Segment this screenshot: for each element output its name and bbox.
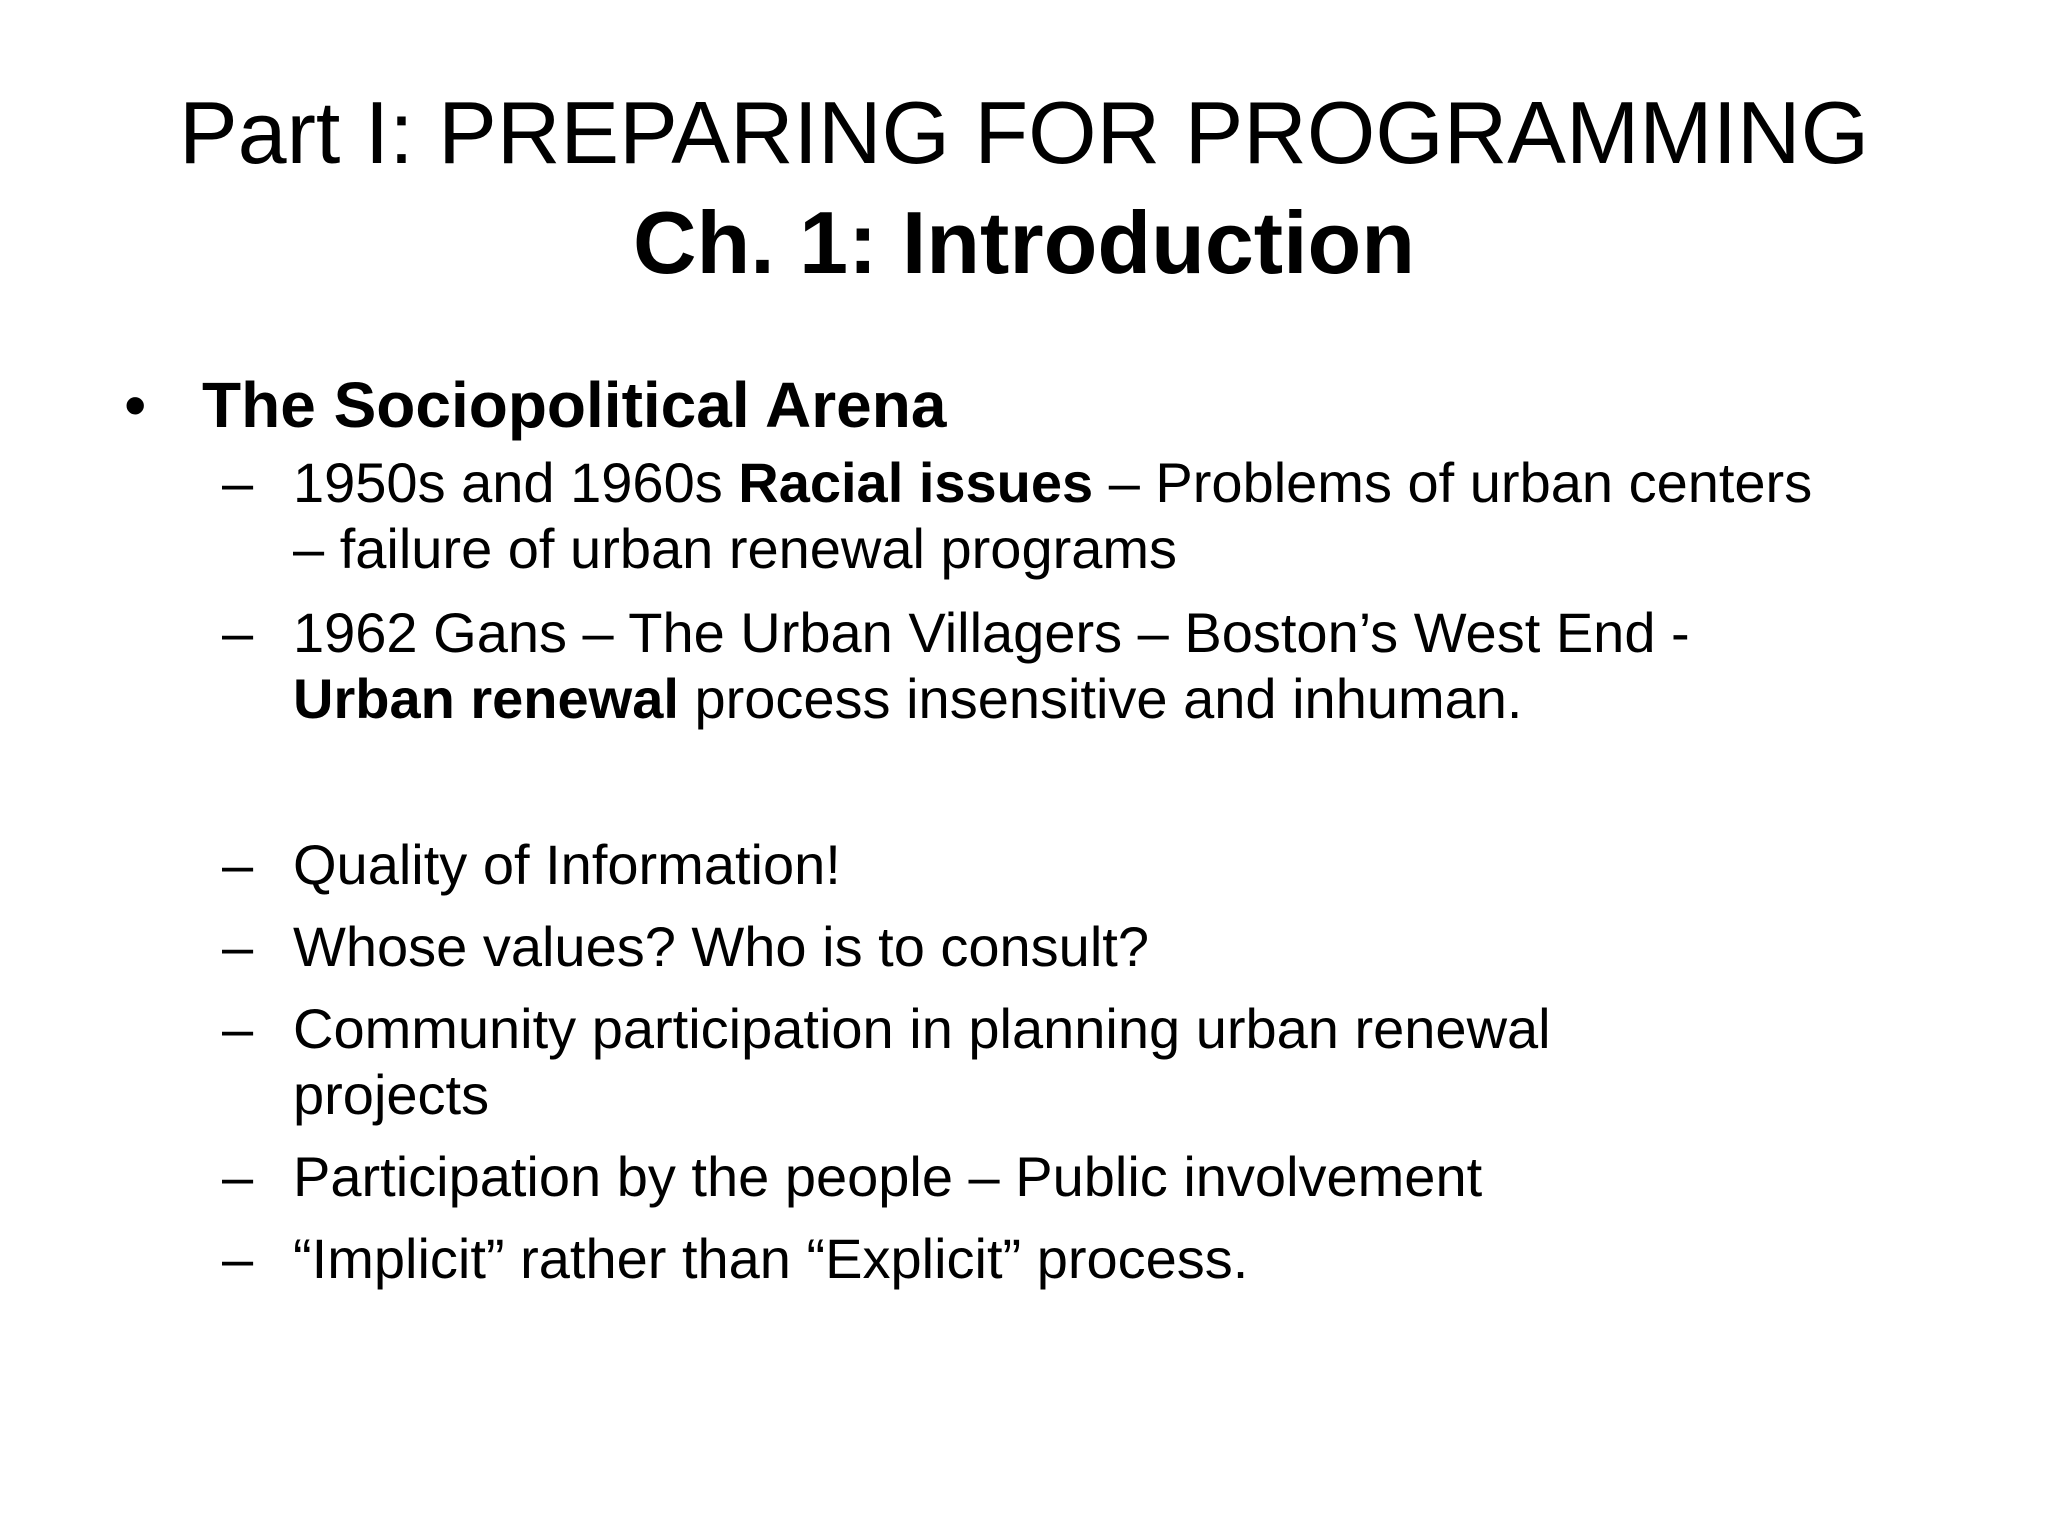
dash-icon: – xyxy=(222,451,254,514)
sub-item-text: Whose values? Who is to consult? xyxy=(293,915,1149,978)
sub-item-6 xyxy=(0,1144,2048,1210)
title-part: Part I: PREPARING FOR PROGRAMMING xyxy=(178,83,1870,182)
sub-item-text: “Implicit” rather than “Explicit” process. xyxy=(293,1227,1249,1290)
bullet-heading-row xyxy=(0,360,2048,450)
sub-item-1 xyxy=(0,450,2048,582)
dash-icon: – xyxy=(222,833,254,896)
bullet-heading: The Sociopolitical Arena xyxy=(202,369,947,441)
sub-item-text xyxy=(293,450,1993,582)
dash-icon: – xyxy=(222,601,254,664)
dash-icon: – xyxy=(222,1145,254,1208)
dash-icon: – xyxy=(222,997,254,1060)
bold-text-run: Urban renewal xyxy=(293,667,679,730)
sub-item-3 xyxy=(0,832,2048,898)
sub-item-text xyxy=(293,600,1993,732)
sub-item-4 xyxy=(0,914,2048,980)
sub-item-2 xyxy=(0,600,2048,732)
sub-item-7 xyxy=(0,1226,2048,1292)
slide-title xyxy=(0,78,2048,298)
text-run: Community participation in planning urban renewal xyxy=(293,997,1551,1060)
bold-text-run: Racial issues xyxy=(738,451,1094,514)
text-run: 1950s and 1960s xyxy=(293,451,739,514)
sub-item-text xyxy=(293,996,1993,1128)
text-run: projects xyxy=(293,1063,490,1126)
text-run: process insensitive and inhuman. xyxy=(678,667,1523,730)
sub-item-text: Quality of Information! xyxy=(293,833,841,896)
sub-item-5 xyxy=(0,996,2048,1128)
text-run: – failure of urban renewal programs xyxy=(293,517,1178,580)
bullet-dot-icon: • xyxy=(124,369,147,441)
title-chapter: Ch. 1: Introduction xyxy=(632,193,1416,292)
text-run: – Problems of urban centers xyxy=(1093,451,1813,514)
sub-item-text: Participation by the people – Public involvement xyxy=(293,1145,1483,1208)
slide-content xyxy=(0,360,2048,1292)
text-run: 1962 Gans – The Urban Villagers – Boston’s West End - xyxy=(293,601,1690,664)
dash-icon: – xyxy=(222,1227,254,1290)
dash-icon: – xyxy=(222,915,254,978)
